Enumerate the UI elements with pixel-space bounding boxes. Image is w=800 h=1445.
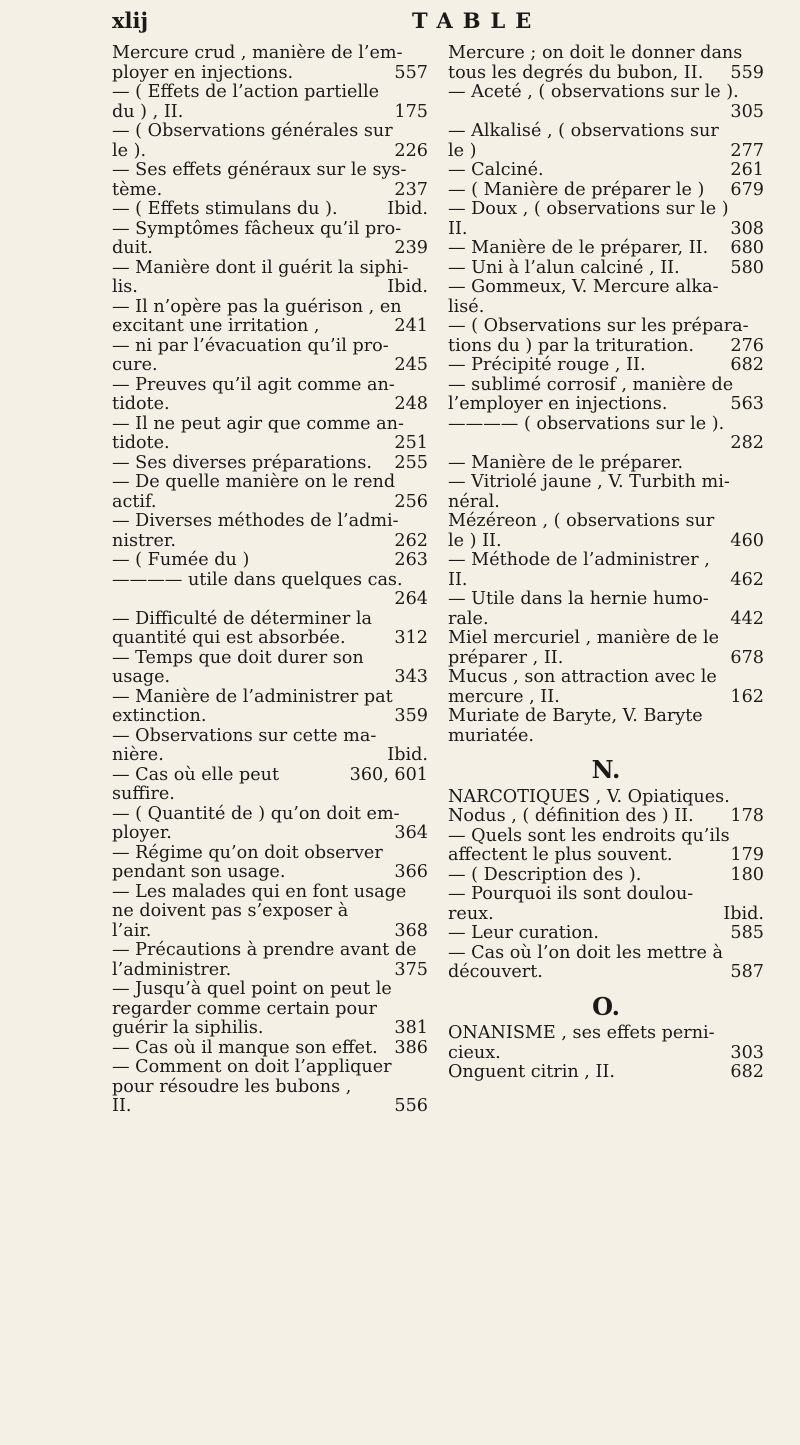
index-entry-line <box>112 746 428 766</box>
entry-text: — Alkalisé , ( observations sur <box>448 121 719 141</box>
page-reference: 277 <box>730 140 764 161</box>
index-entry-line <box>112 317 428 337</box>
index-entry-line <box>448 142 764 162</box>
page-reference: 359 <box>394 706 428 726</box>
entry-text: ONANISME , ses effets perni- <box>448 1023 715 1043</box>
index-entry-line <box>112 707 428 727</box>
index-entry-line <box>112 571 428 591</box>
index-entry-line <box>448 571 764 591</box>
entry-text: le ). <box>112 140 147 161</box>
page-reference: 559 <box>730 62 764 83</box>
entry-text: — Il ne peut agir que comme an- <box>112 413 404 434</box>
entry-text: — Manière de l’administrer pat <box>112 686 393 707</box>
index-entry-line <box>112 980 428 1000</box>
section-letter: N. <box>591 755 621 784</box>
entry-text: — Les malades qui en font usage <box>112 881 407 902</box>
entry-text: NARCOTIQUES , V. Opiatiques. <box>448 786 730 807</box>
entry-text: — Précipité rouge , II. <box>448 355 646 375</box>
index-entry-line <box>112 239 428 259</box>
entry-text: le ) <box>448 140 477 161</box>
index-entry-line <box>112 727 428 747</box>
page-reference: 303 <box>730 1042 764 1063</box>
entry-text: guérir la siphilis. <box>112 1018 264 1038</box>
index-entry-line <box>448 181 764 201</box>
entry-text: II. <box>448 569 468 590</box>
index-entry-line <box>448 532 764 552</box>
entry-text: actif. <box>112 491 157 512</box>
entry-text: préparer , II. <box>448 647 564 668</box>
index-entry-line <box>448 1063 764 1083</box>
entry-text: tions du ) par la trituration. <box>448 335 694 356</box>
index-entry-line <box>448 788 764 808</box>
running-title: TABLE <box>412 8 542 33</box>
page-reference: 237 <box>394 179 428 200</box>
entry-text: mercure , II. <box>448 686 560 707</box>
index-entry-line <box>112 961 428 981</box>
index-entry-line <box>448 337 764 357</box>
entry-text: — ( Quantité de ) qu’on doit em- <box>112 803 400 824</box>
index-entry-line <box>448 866 764 886</box>
entry-text: pendant son usage. <box>112 862 286 882</box>
page-reference: 226 <box>394 140 428 161</box>
page-reference: Ibid. <box>387 199 428 219</box>
entry-text: — Comment on doit l’appliquer <box>112 1057 392 1077</box>
entry-text: — Calciné. <box>448 160 544 180</box>
page-reference: 175 <box>394 101 428 122</box>
entry-text: — Cas où l’on doit les mettre à <box>448 942 723 963</box>
entry-text: — Quels sont les endroits qu’ils <box>448 825 730 846</box>
page-reference: 366 <box>394 862 428 882</box>
page-reference: 245 <box>394 355 428 375</box>
entry-text <box>448 433 454 453</box>
entry-text: — Symptômes fâcheux qu’il pro- <box>112 218 402 239</box>
page-reference: 248 <box>394 394 428 414</box>
index-entry-line <box>448 395 764 415</box>
entry-text: — Diverses méthodes de l’admi- <box>112 511 399 531</box>
entry-text: II. <box>448 218 468 239</box>
entry-text: — Manière dont il guérit la siphi- <box>112 257 409 278</box>
entry-text: — Jusqu’à quel point on peut le <box>112 979 392 999</box>
page-reference: 239 <box>394 238 428 258</box>
index-entry-line <box>112 688 428 708</box>
index-entry-line <box>112 64 428 84</box>
index-entry-line <box>448 64 764 84</box>
index-entry-line <box>112 83 428 103</box>
page-reference: 178 <box>730 806 764 826</box>
index-entry-line <box>112 805 428 825</box>
entry-text: — ( Effets de l’action partielle <box>112 82 380 102</box>
index-entry-line <box>112 356 428 376</box>
entry-text: — Gommeux, V. Mercure alka- <box>448 277 719 297</box>
entry-text: Mercure ; on doit le donner dans <box>448 43 743 63</box>
index-entry-line <box>448 356 764 376</box>
index-entry-line <box>448 512 764 532</box>
page-reference: 263 <box>394 550 428 570</box>
page-reference: 180 <box>730 864 764 885</box>
page-reference: 162 <box>730 686 764 707</box>
index-entry-line <box>112 142 428 162</box>
index-entry-line <box>448 44 764 64</box>
entry-text: — Il n’opère pas la guérison , en <box>112 296 402 317</box>
page-number: xlij <box>112 8 149 33</box>
page-reference: 557 <box>394 62 428 83</box>
page-reference: 343 <box>394 667 428 687</box>
page-reference: 587 <box>730 962 764 982</box>
entry-text: pour résoudre les bubons , <box>112 1076 352 1097</box>
entry-text: — ( Description des ). <box>448 864 642 885</box>
entry-text: Mercure crud , manière de l’em- <box>112 43 403 63</box>
entry-text: excitant une irritation , <box>112 316 320 336</box>
entry-text: II. <box>112 1096 132 1116</box>
page-reference: 460 <box>730 530 764 551</box>
entry-text: duit. <box>112 238 153 258</box>
index-entry-line <box>112 863 428 883</box>
page-reference: 264 <box>394 589 428 609</box>
index-entry-line <box>112 181 428 201</box>
page-reference: 241 <box>394 316 428 336</box>
index-entry-line <box>112 649 428 669</box>
entry-text: lis. <box>112 277 138 297</box>
entry-text: néral. <box>448 491 500 512</box>
entry-text: découvert. <box>448 962 543 982</box>
index-entry-line <box>448 649 764 669</box>
page-reference: Ibid. <box>387 745 428 765</box>
index-entry-line <box>112 337 428 357</box>
page-reference: 368 <box>394 920 428 941</box>
entry-text: cure. <box>112 355 158 375</box>
index-entry-line <box>112 44 428 64</box>
entry-text: — Aceté , ( observations sur le ). <box>448 82 739 102</box>
index-entry-line <box>448 434 764 454</box>
page-reference: 386 <box>394 1037 428 1058</box>
index-entry-line <box>112 259 428 279</box>
entry-text: — Manière de le préparer, II. <box>448 238 709 258</box>
entry-text: — ( Fumée du ) <box>112 550 250 570</box>
page-reference: 179 <box>730 845 764 865</box>
index-entry-line <box>448 827 764 847</box>
entry-text: tidote. <box>112 433 170 453</box>
entry-text: — ( Observations générales sur <box>112 121 393 141</box>
index-entry-line <box>112 1039 428 1059</box>
index-entry-line <box>112 844 428 864</box>
entry-text: — Temps que doit durer son <box>112 647 364 668</box>
entry-text: nistrer. <box>112 530 176 551</box>
entry-text: extinction. <box>112 706 207 726</box>
page-reference: 308 <box>730 218 764 239</box>
entry-text: l’employer en injections. <box>448 394 668 414</box>
index-entry-line <box>112 610 428 630</box>
page-reference: 276 <box>730 335 764 356</box>
index-entry-line <box>448 668 764 688</box>
index-entry-line <box>112 200 428 220</box>
index-entry-line <box>112 824 428 844</box>
index-entry-line <box>448 415 764 435</box>
index-entry-line <box>448 551 764 571</box>
entry-text: ———— utile dans quelques cas. <box>112 569 403 590</box>
index-entry-line <box>448 1024 764 1044</box>
index-entry-line <box>448 161 764 181</box>
index-entry-line <box>112 473 428 493</box>
page-reference: 556 <box>394 1096 428 1116</box>
entry-text: — Observations sur cette ma- <box>112 725 377 746</box>
index-entry-line <box>112 1058 428 1078</box>
entry-text: Mézéreon , ( observations sur <box>448 511 715 531</box>
entry-text: usage. <box>112 667 171 687</box>
entry-text: — Cas où il manque son effet. <box>112 1037 378 1058</box>
entry-text: — Régime qu’on doit observer <box>112 842 383 863</box>
index-entry-line <box>448 629 764 649</box>
entry-text: le ) II. <box>448 530 502 551</box>
index-entry-line <box>448 963 764 983</box>
entry-text: — Leur curation. <box>448 923 599 943</box>
page-reference: 462 <box>730 569 764 590</box>
index-entry-line <box>112 551 428 571</box>
entry-text: affectent le plus souvent. <box>448 845 673 865</box>
entry-text: l’air. <box>112 920 152 941</box>
entry-text: — sublimé corrosif , manière de <box>448 374 734 395</box>
index-entry-line <box>448 376 764 396</box>
entry-text: — Cas où elle peut suffire. <box>112 764 280 804</box>
index-entry-line <box>112 454 428 474</box>
index-entry-line <box>448 807 764 827</box>
index-entry-line <box>448 590 764 610</box>
entry-text: — Doux , ( observations sur le ) <box>448 199 729 219</box>
entry-text: — ( Manière de préparer le ) <box>448 179 705 200</box>
index-entry-line <box>448 278 764 298</box>
page-reference: 305 <box>730 101 764 122</box>
entry-text: — Méthode de l’administrer , <box>448 550 710 570</box>
page-reference: Ibid. <box>723 903 764 924</box>
entry-text: — Uni à l’alun calciné , II. <box>448 257 680 278</box>
index-entry-line <box>112 395 428 415</box>
entry-text: Mucus , son attraction avec le <box>448 667 717 687</box>
page-reference: 442 <box>730 608 764 629</box>
index-entry-line <box>448 944 764 964</box>
page-reference: 679 <box>730 179 764 200</box>
index-entry-line <box>112 766 428 805</box>
entry-text: ne doivent pas s’exposer à <box>112 901 349 921</box>
page-reference: 580 <box>730 257 764 278</box>
index-entry-line <box>448 493 764 513</box>
section-letter: O. <box>592 991 620 1021</box>
entry-text: regarder comme certain pour <box>112 998 377 1019</box>
entry-text: tème. <box>112 179 163 200</box>
index-entry-line <box>112 415 428 435</box>
index-column-left <box>112 44 428 1117</box>
entry-text: Muriate de Baryte, V. Baryte <box>448 706 703 726</box>
entry-text: — Manière de le préparer. <box>448 452 684 473</box>
entry-text: l’administrer. <box>112 959 232 980</box>
entry-text: cieux. <box>448 1042 501 1063</box>
entry-text: ployer. <box>112 823 172 843</box>
page-reference: 261 <box>730 160 764 180</box>
index-column-right <box>448 44 764 1083</box>
index-entry-line <box>448 707 764 727</box>
entry-text: ployer en injections. <box>112 62 294 83</box>
entry-text: Nodus , ( définition des ) II. <box>448 806 694 826</box>
index-entry-line <box>448 610 764 630</box>
index-entry-line <box>448 220 764 240</box>
entry-text: — ( Effets stimulans du ). <box>112 199 338 219</box>
entry-text <box>112 589 118 609</box>
index-entry-line <box>112 278 428 298</box>
entry-text: — Précautions à prendre avant de <box>112 940 417 960</box>
page-reference: 563 <box>730 394 764 414</box>
entry-text <box>448 102 454 122</box>
index-entry-line <box>112 103 428 123</box>
index-entry-line <box>448 317 764 337</box>
page-header <box>112 8 772 36</box>
index-entry-line <box>448 1044 764 1064</box>
page-reference: 375 <box>394 959 428 980</box>
index-entry-line <box>112 883 428 903</box>
index-entry-line <box>448 200 764 220</box>
index-entry-line <box>112 1019 428 1039</box>
entry-text: du ) , II. <box>112 101 184 122</box>
index-entry-line <box>112 161 428 181</box>
index-entry-line <box>448 846 764 866</box>
index-entry-line <box>112 122 428 142</box>
index-entry-line <box>448 259 764 279</box>
index-entry-line <box>448 885 764 905</box>
entry-text: — Ses diverses préparations. <box>112 452 372 473</box>
page-reference: 282 <box>730 433 764 453</box>
entry-text: — ni par l’évacuation qu’il pro- <box>112 335 389 356</box>
page-reference: 251 <box>394 433 428 453</box>
entry-text: — Pourquoi ils sont doulou- <box>448 884 694 904</box>
page-reference: 682 <box>730 355 764 375</box>
page-reference: 364 <box>394 823 428 843</box>
index-entry-line <box>448 122 764 142</box>
index-entry-line <box>112 941 428 961</box>
index-entry-line <box>112 1097 428 1117</box>
index-entry-line <box>112 590 428 610</box>
entry-text: Miel mercuriel , manière de le <box>448 628 720 648</box>
entry-text: — Utile dans la hernie humo- <box>448 589 709 609</box>
index-entry-line <box>112 376 428 396</box>
index-entry-line <box>448 688 764 708</box>
index-entry-line <box>448 103 764 123</box>
entry-text: — Vitriolé jaune , V. Turbith mi- <box>448 472 730 492</box>
page-reference: 262 <box>394 530 428 551</box>
index-entry-line <box>112 220 428 240</box>
page-reference: 680 <box>730 238 764 258</box>
index-entry-line <box>448 83 764 103</box>
index-entry-line <box>448 727 764 747</box>
page-reference: 381 <box>394 1018 428 1038</box>
index-entry-line <box>448 454 764 474</box>
index-entry-line <box>448 239 764 259</box>
entry-text: reux. <box>448 903 494 924</box>
entry-text: tidote. <box>112 394 170 414</box>
entry-text: — ( Observations sur les prépara- <box>448 316 749 336</box>
index-entry-line <box>112 532 428 552</box>
index-entry-line <box>448 298 764 318</box>
index-entry-line <box>448 905 764 925</box>
index-entry-line <box>112 629 428 649</box>
index-entry-line <box>448 473 764 493</box>
entry-text: muriatée. <box>448 725 535 746</box>
index-entry-line <box>112 922 428 942</box>
index-entry-line <box>112 493 428 513</box>
entry-text: — Difficulté de déterminer la <box>112 608 372 629</box>
entry-text: — Ses effets généraux sur le sys- <box>112 160 407 180</box>
page-reference: 678 <box>730 647 764 668</box>
entry-text: nière. <box>112 745 164 765</box>
entry-text: ———— ( observations sur le ). <box>448 413 725 434</box>
index-entry-line <box>112 902 428 922</box>
page-reference: 312 <box>394 628 428 648</box>
index-entry-line <box>112 668 428 688</box>
index-entry-line <box>112 298 428 318</box>
index-entry-line <box>448 924 764 944</box>
page-reference: 256 <box>394 491 428 512</box>
index-entry-line <box>112 1000 428 1020</box>
entry-text: lisé. <box>448 296 485 317</box>
page-reference: Ibid. <box>387 277 428 297</box>
page-reference: 682 <box>730 1062 764 1082</box>
index-entry-line <box>112 512 428 532</box>
entry-text: Onguent citrin , II. <box>448 1062 615 1082</box>
page-reference: 360, 601 <box>349 764 428 785</box>
entry-text: — Preuves qu’il agit comme an- <box>112 374 395 395</box>
index-entry-line <box>112 434 428 454</box>
entry-text: tous les degrés du bubon, II. <box>448 62 704 83</box>
index-entry-line <box>112 1078 428 1098</box>
page-reference: 585 <box>730 923 764 943</box>
page-reference: 255 <box>394 452 428 473</box>
entry-text: rale. <box>448 608 489 629</box>
entry-text: — De quelle manière on le rend <box>112 472 396 492</box>
entry-text: quantité qui est absorbée. <box>112 628 346 648</box>
